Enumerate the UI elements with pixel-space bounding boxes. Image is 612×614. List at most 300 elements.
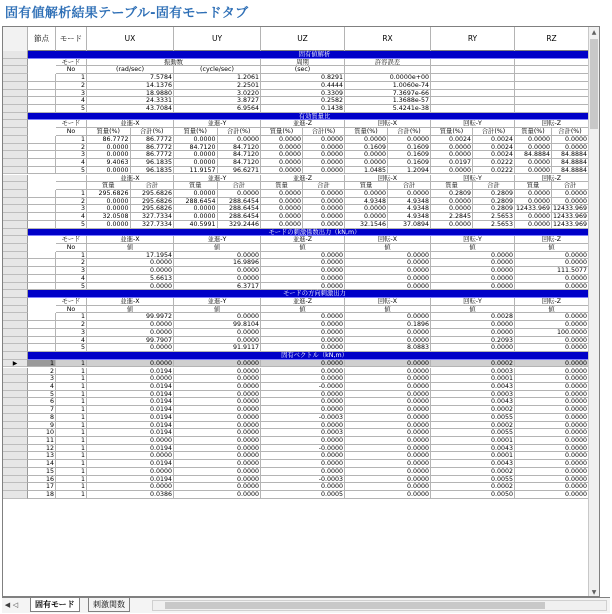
header-cell: 質量(%) bbox=[174, 128, 218, 136]
table-cell: 288.6454 bbox=[218, 198, 262, 206]
row-header[interactable] bbox=[3, 391, 28, 399]
row-header[interactable] bbox=[3, 437, 28, 445]
table-cell: 3 bbox=[56, 329, 87, 337]
scroll-thumb[interactable] bbox=[590, 39, 598, 129]
vector-data-row[interactable] bbox=[3, 383, 600, 391]
table-cell: 0.0000 bbox=[174, 368, 261, 376]
table-cell: 0.0000 bbox=[303, 136, 345, 144]
header-cell: モード bbox=[56, 120, 87, 128]
table-cell: 0.0000 bbox=[303, 198, 345, 206]
row-header[interactable] bbox=[3, 398, 28, 406]
vertical-scrollbar[interactable] bbox=[588, 27, 599, 597]
vector-data-row[interactable] bbox=[3, 460, 600, 468]
table-cell: 0.0222 bbox=[473, 167, 515, 175]
table-cell: 0.0000 bbox=[174, 437, 261, 445]
table-cell bbox=[28, 221, 56, 229]
row-header[interactable] bbox=[3, 113, 28, 121]
column-header-uz[interactable]: UZ bbox=[261, 27, 345, 51]
table-cell: 0.0000 bbox=[174, 190, 218, 198]
table-cell bbox=[28, 74, 56, 82]
table-cell: 0.0000 bbox=[87, 437, 174, 445]
eigen-header-row-1[interactable] bbox=[3, 59, 600, 67]
header-cell: 回転-Y bbox=[431, 120, 515, 128]
table-cell: 0.0000 bbox=[515, 275, 589, 283]
table-cell: 1 bbox=[56, 445, 87, 453]
mass-pct-row[interactable] bbox=[3, 144, 600, 152]
table-cell: 99.8104 bbox=[174, 321, 261, 329]
mass-sub-header[interactable] bbox=[3, 128, 600, 136]
header-cell: 回転-X bbox=[345, 175, 431, 183]
table-cell: 1 bbox=[56, 74, 87, 82]
header-cell: 回転-X bbox=[345, 298, 431, 306]
row-header[interactable] bbox=[3, 175, 28, 183]
table-cell bbox=[515, 74, 589, 82]
mass-pct-row[interactable] bbox=[3, 151, 600, 159]
table-cell: 0.0000 bbox=[345, 414, 431, 422]
row-header[interactable] bbox=[3, 151, 28, 159]
table-cell: 0.0000 bbox=[345, 468, 431, 476]
section-vector-header-row[interactable] bbox=[3, 352, 600, 360]
header-cell: 回転-Y bbox=[431, 236, 515, 244]
row-header[interactable] bbox=[3, 429, 28, 437]
section-dir-header-group[interactable] bbox=[3, 298, 600, 306]
corner-cell[interactable] bbox=[3, 27, 28, 51]
table-cell: 0.0000 bbox=[174, 429, 261, 437]
mass-group-header[interactable] bbox=[3, 120, 600, 128]
row-header[interactable] bbox=[3, 182, 28, 190]
table-cell: 3 bbox=[56, 151, 87, 159]
table-cell bbox=[28, 198, 56, 206]
column-header-rx[interactable]: RX bbox=[345, 27, 431, 51]
stim-data-row[interactable] bbox=[3, 252, 600, 260]
mass-abs-row[interactable] bbox=[3, 213, 600, 221]
table-cell: 0.0000 bbox=[431, 259, 515, 267]
table-cell: 0.0000 bbox=[345, 136, 388, 144]
row-header[interactable] bbox=[3, 267, 28, 275]
table-cell: 0.3309 bbox=[261, 90, 345, 98]
row-header[interactable] bbox=[3, 290, 28, 298]
table-cell: 0.0000 bbox=[515, 252, 589, 260]
dir-data-row[interactable] bbox=[3, 329, 600, 337]
table-cell: 1.3688e-57 bbox=[345, 97, 431, 105]
table-cell: 0.0000 bbox=[345, 491, 431, 499]
row-header[interactable] bbox=[3, 221, 28, 229]
table-cell: 0.0000 bbox=[345, 383, 431, 391]
header-cell: 値 bbox=[431, 244, 515, 252]
table-cell: 1.0060e-74 bbox=[345, 82, 431, 90]
header-cell: 値 bbox=[174, 306, 261, 314]
row-header[interactable] bbox=[3, 422, 28, 430]
header-cell: 回転-Y bbox=[431, 175, 515, 183]
row-header[interactable] bbox=[3, 236, 28, 244]
column-header-node[interactable]: 節点 bbox=[28, 27, 56, 51]
row-header[interactable] bbox=[3, 406, 28, 414]
header-cell: 合計(%) bbox=[552, 128, 589, 136]
row-header[interactable] bbox=[3, 491, 28, 499]
table-cell: 2 bbox=[28, 368, 56, 376]
table-cell: 0.0000 bbox=[87, 321, 174, 329]
table-cell: 0.0000 bbox=[174, 275, 261, 283]
row-header[interactable] bbox=[3, 190, 28, 198]
table-cell: 0.0000 bbox=[431, 252, 515, 260]
table-cell bbox=[28, 337, 56, 345]
dir-data-row[interactable] bbox=[3, 321, 600, 329]
table-cell: 0.0000 bbox=[345, 190, 388, 198]
current-row-arrow-icon[interactable]: ▶ bbox=[3, 360, 28, 368]
table-cell: 0.0000 bbox=[174, 337, 261, 345]
table-cell: 24.3331 bbox=[87, 97, 174, 105]
table-cell: 0.0000 bbox=[261, 275, 345, 283]
table-cell: 0.0000 bbox=[174, 205, 218, 213]
table-cell: 5 bbox=[56, 167, 87, 175]
vector-data-row[interactable] bbox=[3, 368, 600, 376]
table-cell: 0.0000 bbox=[345, 422, 431, 430]
row-header[interactable] bbox=[3, 229, 28, 237]
row-header[interactable] bbox=[3, 159, 28, 167]
table-cell: 0.0000 bbox=[515, 414, 589, 422]
table-cell: 0.0000e+00 bbox=[345, 74, 431, 82]
row-header[interactable] bbox=[3, 198, 28, 206]
row-header[interactable] bbox=[3, 321, 28, 329]
header-cell: 回転-X bbox=[345, 236, 431, 244]
mass-pct-row[interactable] bbox=[3, 136, 600, 144]
row-header[interactable] bbox=[3, 66, 28, 74]
header-cell: 回転-X bbox=[345, 120, 431, 128]
stim-data-row[interactable] bbox=[3, 259, 600, 267]
table-cell: 0.0000 bbox=[303, 205, 345, 213]
table-cell: 91.9117 bbox=[174, 344, 261, 352]
table-cell: 2 bbox=[56, 198, 87, 206]
section-dir-header-sub[interactable] bbox=[3, 306, 600, 314]
table-cell bbox=[28, 190, 56, 198]
table-cell: 1 bbox=[56, 406, 87, 414]
row-header[interactable] bbox=[3, 306, 28, 314]
column-header-ry[interactable]: RY bbox=[431, 27, 515, 51]
header-cell: 並進-Y bbox=[174, 120, 261, 128]
table-cell: 84.7120 bbox=[218, 151, 262, 159]
row-header[interactable] bbox=[3, 460, 28, 468]
section-eigen-header-row[interactable] bbox=[3, 51, 600, 59]
vector-data-row[interactable] bbox=[3, 375, 600, 383]
table-cell: 1.2061 bbox=[174, 74, 261, 82]
table-cell: 1 bbox=[56, 468, 87, 476]
row-header[interactable] bbox=[3, 283, 28, 291]
table-cell: 96.1835 bbox=[131, 159, 175, 167]
vector-data-row[interactable] bbox=[3, 391, 600, 399]
table-cell: 1 bbox=[28, 360, 56, 368]
table-cell: 4 bbox=[56, 275, 87, 283]
mass-abs-row[interactable] bbox=[3, 198, 600, 206]
column-header-rz[interactable]: RZ bbox=[515, 27, 589, 51]
stim-data-row[interactable] bbox=[3, 267, 600, 275]
column-header-ux[interactable]: UX bbox=[87, 27, 174, 51]
table-cell: 0.0000 bbox=[552, 190, 589, 198]
header-cell: 値 bbox=[515, 244, 589, 252]
row-header[interactable] bbox=[3, 213, 28, 221]
section-stim-header-sub[interactable] bbox=[3, 244, 600, 252]
table-cell: 3.0220 bbox=[174, 90, 261, 98]
table-cell: 0.0024 bbox=[473, 136, 515, 144]
table-cell: 2.5653 bbox=[473, 221, 515, 229]
vector-data-row[interactable] bbox=[3, 414, 600, 422]
table-cell: 0.0001 bbox=[431, 452, 515, 460]
section-dir-header-row[interactable] bbox=[3, 290, 600, 298]
vector-data-row[interactable] bbox=[3, 452, 600, 460]
vector-data-row[interactable] bbox=[3, 406, 600, 414]
header-cell: 合計 bbox=[303, 182, 345, 190]
vector-data-row[interactable] bbox=[3, 429, 600, 437]
hscroll-thumb[interactable] bbox=[165, 602, 545, 609]
vector-data-row[interactable] bbox=[3, 476, 600, 484]
table-cell: 0.0000 bbox=[174, 398, 261, 406]
header-cell: 質量 bbox=[87, 182, 131, 190]
scroll-up-icon[interactable]: ▲ bbox=[591, 29, 597, 36]
eigen-data-row[interactable] bbox=[3, 74, 600, 82]
row-header[interactable] bbox=[3, 452, 28, 460]
table-cell: 0.0000 bbox=[174, 391, 261, 399]
table-cell: 0.0001 bbox=[431, 437, 515, 445]
table-cell: 0.0222 bbox=[473, 159, 515, 167]
header-cell bbox=[515, 66, 589, 74]
table-cell: 0.0000 bbox=[431, 221, 473, 229]
table-cell: 0.0000 bbox=[515, 383, 589, 391]
header-cell: 合計 bbox=[388, 182, 431, 190]
row-header[interactable] bbox=[3, 275, 28, 283]
table-cell: 0.0000 bbox=[345, 205, 388, 213]
page-title: 固有値解析結果テーブル-固有モードタブ bbox=[5, 6, 249, 21]
row-header[interactable] bbox=[3, 313, 28, 321]
table-cell: 3 bbox=[28, 375, 56, 383]
row-header[interactable] bbox=[3, 74, 28, 82]
vector-data-row[interactable] bbox=[3, 437, 600, 445]
column-header-uy[interactable]: UY bbox=[174, 27, 261, 51]
table-cell: 12433.969 bbox=[553, 213, 588, 221]
table-cell: 0.0000 bbox=[431, 275, 515, 283]
table-cell: 0.0000 bbox=[431, 151, 473, 159]
table-cell: 0.0000 bbox=[261, 221, 303, 229]
row-header[interactable] bbox=[3, 468, 28, 476]
table-cell: 0.0000 bbox=[345, 151, 388, 159]
row-header[interactable] bbox=[3, 244, 28, 252]
table-cell: 6 bbox=[28, 398, 56, 406]
row-header[interactable] bbox=[3, 329, 28, 337]
table-cell: 43.7084 bbox=[87, 105, 174, 113]
table-cell: 1 bbox=[56, 383, 87, 391]
row-header[interactable] bbox=[3, 97, 28, 105]
scroll-down-icon[interactable]: ▼ bbox=[591, 589, 597, 596]
row-header[interactable] bbox=[3, 205, 28, 213]
table-cell: 0.0000 bbox=[515, 429, 589, 437]
table-cell: 0.0194 bbox=[87, 391, 174, 399]
table-cell: 0.0000 bbox=[174, 383, 261, 391]
tab-stimulus-function[interactable]: 刺激関数 bbox=[88, 598, 130, 612]
table-cell bbox=[431, 105, 515, 113]
header-cell: 合計(%) bbox=[131, 128, 175, 136]
row-header[interactable] bbox=[3, 483, 28, 491]
header-cell: 許容誤差 bbox=[345, 59, 431, 67]
table-cell: 12433.969 bbox=[553, 220, 588, 228]
eigen-data-row[interactable] bbox=[3, 82, 600, 90]
mass-abs-row[interactable] bbox=[3, 205, 600, 213]
row-header[interactable] bbox=[3, 259, 28, 267]
tab-prev-icon[interactable]: ◁ bbox=[12, 601, 19, 609]
row-header[interactable] bbox=[3, 445, 28, 453]
table-cell: 0.0003 bbox=[431, 368, 515, 376]
row-header[interactable] bbox=[3, 144, 28, 152]
table-cell: 0.0024 bbox=[431, 136, 473, 144]
table-cell: 0.0000 bbox=[345, 313, 431, 321]
header-cell: 並進-Z bbox=[261, 236, 345, 244]
row-header[interactable] bbox=[3, 476, 28, 484]
header-cell: 並進-Z bbox=[261, 120, 345, 128]
mass-sub-header[interactable] bbox=[3, 182, 600, 190]
section-stim-header-row[interactable] bbox=[3, 229, 600, 237]
row-header[interactable] bbox=[3, 90, 28, 98]
column-header-mode[interactable]: モード bbox=[56, 27, 87, 51]
row-header[interactable] bbox=[3, 167, 28, 175]
vector-data-row[interactable] bbox=[3, 491, 600, 499]
vector-data-row[interactable] bbox=[3, 445, 600, 453]
table-cell: 1 bbox=[56, 375, 87, 383]
table-cell: 1 bbox=[56, 360, 87, 368]
mass-pct-row[interactable] bbox=[3, 159, 600, 167]
table-cell: 288.6454 bbox=[218, 205, 262, 213]
row-header[interactable] bbox=[3, 51, 28, 59]
eigen-data-row[interactable] bbox=[3, 105, 600, 113]
header-cell: 並進-Y bbox=[174, 236, 261, 244]
table-cell: 0.0000 bbox=[515, 375, 589, 383]
eigen-data-row[interactable] bbox=[3, 97, 600, 105]
stim-data-row[interactable] bbox=[3, 275, 600, 283]
mass-abs-row[interactable] bbox=[3, 221, 600, 229]
table-cell bbox=[515, 97, 589, 105]
table-cell: 1 bbox=[56, 190, 87, 198]
section-stim-header-group[interactable] bbox=[3, 236, 600, 244]
row-header[interactable] bbox=[3, 105, 28, 113]
vector-data-row[interactable] bbox=[3, 360, 600, 368]
sheet-tab-bar bbox=[2, 597, 610, 613]
row-header[interactable] bbox=[3, 352, 28, 360]
dir-data-row[interactable] bbox=[3, 344, 600, 352]
horizontal-scrollbar[interactable] bbox=[152, 600, 607, 611]
row-header[interactable] bbox=[3, 59, 28, 67]
result-table[interactable] bbox=[2, 26, 600, 597]
table-cell: 37.0894 bbox=[388, 221, 431, 229]
header-cell: 質量 bbox=[431, 182, 473, 190]
table-cell: 0.0024 bbox=[473, 151, 515, 159]
header-cell: No bbox=[56, 306, 87, 314]
vector-data-row[interactable] bbox=[3, 398, 600, 406]
row-header[interactable] bbox=[3, 82, 28, 90]
table-cell: 0.0000 bbox=[345, 398, 431, 406]
table-cell: 0.0000 bbox=[87, 329, 174, 337]
mass-abs-row[interactable] bbox=[3, 190, 600, 198]
section-mass-header-row[interactable] bbox=[3, 113, 600, 121]
vector-data-row[interactable] bbox=[3, 483, 600, 491]
table-cell: 0.0194 bbox=[87, 460, 174, 468]
table-cell: 2 bbox=[56, 321, 87, 329]
table-cell: 0.0000 bbox=[345, 329, 431, 337]
table-cell: 0.0002 bbox=[431, 468, 515, 476]
row-header[interactable] bbox=[3, 414, 28, 422]
table-cell: 0.0000 bbox=[174, 460, 261, 468]
table-cell: 1.2094 bbox=[388, 167, 431, 175]
header-cell: 並進-Y bbox=[174, 175, 261, 183]
row-header[interactable] bbox=[3, 252, 28, 260]
row-header[interactable] bbox=[3, 375, 28, 383]
table-cell: 12433.969 bbox=[553, 205, 588, 213]
mass-group-header[interactable] bbox=[3, 175, 600, 183]
header-cell: 質量(%) bbox=[261, 128, 303, 136]
table-cell: 0.0000 bbox=[345, 375, 431, 383]
table-cell: 0.0000 bbox=[431, 205, 473, 213]
header-cell bbox=[345, 66, 431, 74]
table-cell: 1 bbox=[56, 136, 87, 144]
table-cell: 0.2809 bbox=[473, 198, 515, 206]
tab-eigen-mode[interactable]: 固有モード bbox=[30, 598, 80, 612]
row-header[interactable] bbox=[3, 136, 28, 144]
table-cell: 18.9880 bbox=[87, 90, 174, 98]
row-header[interactable] bbox=[3, 368, 28, 376]
vector-data-row[interactable] bbox=[3, 422, 600, 430]
table-cell: 0.0000 bbox=[87, 360, 174, 368]
table-cell: 7.5784 bbox=[87, 74, 174, 82]
table-cell: 8 bbox=[28, 414, 56, 422]
table-cell: 0.0000 bbox=[303, 144, 345, 152]
mass-pct-row[interactable] bbox=[3, 167, 600, 175]
table-cell: 0.0000 bbox=[345, 267, 431, 275]
table-cell: 0.0000 bbox=[261, 144, 303, 152]
table-cell: 84.8884 bbox=[552, 167, 589, 175]
table-cell: 0.0000 bbox=[345, 445, 431, 453]
row-header[interactable] bbox=[3, 344, 28, 352]
table-cell: 0.0000 bbox=[174, 360, 261, 368]
dir-data-row[interactable] bbox=[3, 313, 600, 321]
table-cell bbox=[28, 205, 56, 213]
column-header-row bbox=[3, 27, 600, 51]
tab-first-icon[interactable]: ◀ bbox=[4, 601, 11, 609]
row-header[interactable] bbox=[3, 128, 28, 136]
header-cell bbox=[515, 59, 589, 67]
header-cell: No bbox=[56, 66, 87, 74]
table-cell: 0.0000 bbox=[261, 375, 345, 383]
row-header[interactable] bbox=[3, 298, 28, 306]
header-cell: 回転-Z bbox=[515, 236, 589, 244]
header-cell: 値 bbox=[345, 306, 431, 314]
header-cell: 合計(%) bbox=[303, 128, 345, 136]
table-cell: 0.0000 bbox=[174, 329, 261, 337]
table-cell: 0.0002 bbox=[431, 483, 515, 491]
row-header[interactable] bbox=[3, 120, 28, 128]
table-cell: 0.0000 bbox=[218, 136, 262, 144]
row-header[interactable] bbox=[3, 337, 28, 345]
table-cell: 0.0000 bbox=[515, 213, 552, 221]
eigen-header-row-2[interactable] bbox=[3, 66, 600, 74]
table-cell: 0.0000 bbox=[261, 321, 345, 329]
table-cell: 3 bbox=[56, 267, 87, 275]
table-cell: 0.0000 bbox=[87, 221, 131, 229]
table-cell: 0.0000 bbox=[431, 283, 515, 291]
header-cell: 値 bbox=[174, 244, 261, 252]
table-cell: 0.0000 bbox=[431, 344, 515, 352]
dir-data-row[interactable] bbox=[3, 337, 600, 345]
eigen-data-row[interactable] bbox=[3, 90, 600, 98]
table-cell: 0.0000 bbox=[345, 159, 388, 167]
vector-data-row[interactable] bbox=[3, 468, 600, 476]
table-cell: 0.0000 bbox=[261, 198, 303, 206]
row-header[interactable] bbox=[3, 383, 28, 391]
table-cell: 0.1609 bbox=[345, 144, 388, 152]
